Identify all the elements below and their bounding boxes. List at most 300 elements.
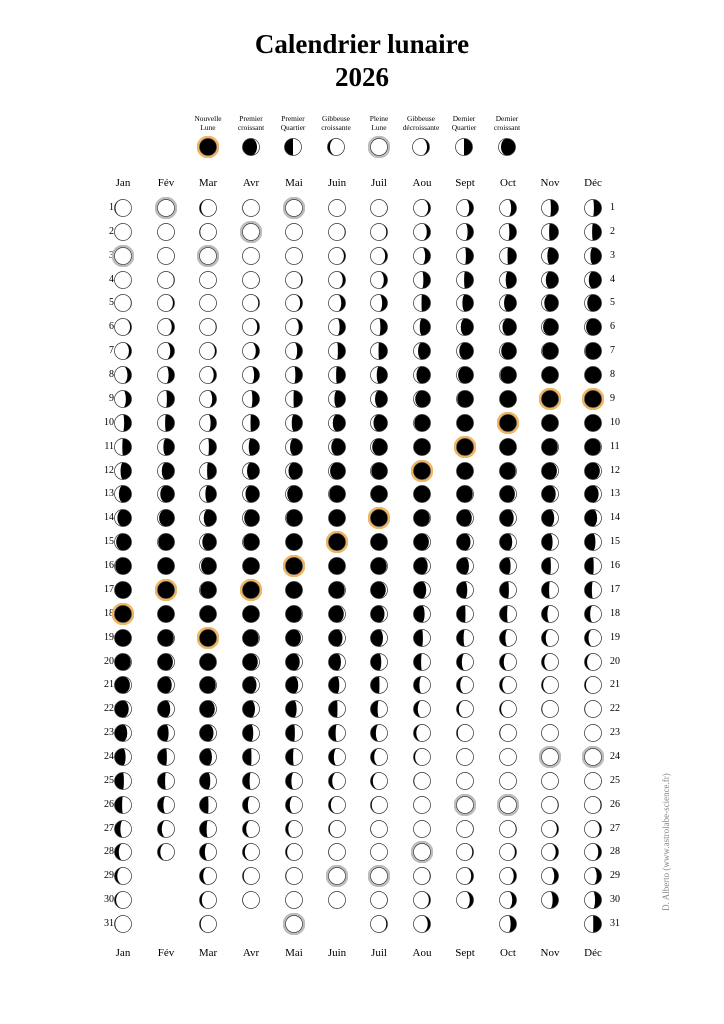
moon-phase-icon [155, 292, 177, 314]
month-label-bottom: Avr [242, 947, 260, 959]
day-number: 17 [104, 583, 114, 595]
new-moon-icon [582, 388, 604, 410]
moon-phase-icon [411, 627, 433, 649]
month-label-bottom: Mar [198, 947, 218, 959]
moon-phase-icon [497, 651, 519, 673]
full-moon-icon [497, 794, 519, 816]
new-moon-icon [368, 507, 390, 529]
day-number: 26 [610, 798, 620, 810]
moon-phase-icon [155, 483, 177, 505]
moon-phase-icon [454, 818, 476, 840]
day-number: 22 [610, 703, 620, 715]
moon-phase-icon [283, 269, 305, 291]
moon-phase-icon [155, 841, 177, 863]
day-number: 31 [104, 918, 114, 930]
moon-phase-icon [326, 197, 348, 219]
moon-phase-icon [539, 722, 561, 744]
day-number: 27 [104, 822, 114, 834]
day-number: 13 [610, 488, 620, 500]
legend-label: Dernier Quartier [451, 114, 477, 132]
moon-phase-icon [411, 746, 433, 768]
day-number: 6 [610, 321, 615, 333]
moon-phase-icon [112, 674, 134, 696]
moon-phase-icon [197, 889, 219, 911]
moon-phase-icon [112, 746, 134, 768]
title-line-1: Calendrier lunaire [254, 29, 470, 59]
moon-phase-icon [582, 483, 604, 505]
moon-phase-icon [197, 316, 219, 338]
moon-phase-icon [454, 292, 476, 314]
day-number: 26 [104, 798, 114, 810]
moon-phase-icon [326, 579, 348, 601]
moon-phase-icon [326, 722, 348, 744]
new-moon-icon [497, 412, 519, 434]
month-label-bottom: Mai [285, 947, 303, 959]
moon-phase-icon [582, 436, 604, 458]
moon-phase-icon [112, 340, 134, 362]
day-number: 30 [104, 894, 114, 906]
full-moon-icon [197, 245, 219, 267]
moon-phase-icon [240, 770, 262, 792]
day-number: 18 [610, 607, 620, 619]
moon-phase-icon [197, 698, 219, 720]
moon-phase-icon [411, 507, 433, 529]
moon-phase-icon [368, 555, 390, 577]
full-moon-icon [582, 746, 604, 768]
moon-phase-icon [326, 841, 348, 863]
day-number: 14 [104, 512, 114, 524]
moon-phase-icon [283, 292, 305, 314]
moon-phase-icon [112, 770, 134, 792]
moon-phase-icon [582, 770, 604, 792]
moon-phase-icon [326, 269, 348, 291]
moon-phase-icon [368, 722, 390, 744]
day-number: 5 [610, 297, 615, 309]
moon-phase-icon [197, 674, 219, 696]
moon-phase-icon [497, 555, 519, 577]
moon-phase-icon [155, 746, 177, 768]
moon-phase-icon [155, 603, 177, 625]
moon-phase-icon [112, 818, 134, 840]
moon-phase-icon [240, 865, 262, 887]
moon-phase-icon [197, 292, 219, 314]
moon-phase-icon [454, 603, 476, 625]
day-number: 3 [610, 249, 615, 261]
moon-phase-icon [368, 913, 390, 935]
moon-phase-icon [240, 388, 262, 410]
moon-phase-icon [582, 722, 604, 744]
day-number: 16 [104, 560, 114, 572]
moon-phase-icon [497, 579, 519, 601]
moon-phase-icon [497, 245, 519, 267]
moon-phase-icon [112, 483, 134, 505]
moon-phase-icon [326, 292, 348, 314]
moon-phase-icon [197, 770, 219, 792]
waxing-gibbous-icon [325, 136, 347, 158]
moon-phase-icon [112, 794, 134, 816]
moon-phase-icon [497, 603, 519, 625]
day-number: 13 [104, 488, 114, 500]
moon-phase-icon [197, 197, 219, 219]
moon-phase-icon [112, 292, 134, 314]
moon-phase-icon [539, 269, 561, 291]
moon-phase-icon [497, 770, 519, 792]
moon-phase-icon [411, 794, 433, 816]
moon-phase-icon [368, 197, 390, 219]
moon-phase-icon [582, 579, 604, 601]
day-number: 29 [610, 870, 620, 882]
moon-phase-icon [582, 555, 604, 577]
moon-phase-icon [497, 698, 519, 720]
moon-phase-icon [454, 627, 476, 649]
new-moon-icon [155, 579, 177, 601]
moon-phase-icon [454, 412, 476, 434]
moon-phase-icon [326, 221, 348, 243]
moon-phase-icon [539, 292, 561, 314]
moon-phase-icon [368, 651, 390, 673]
day-number: 23 [104, 727, 114, 739]
moon-phase-icon [155, 340, 177, 362]
moon-phase-icon [155, 651, 177, 673]
day-number: 14 [610, 512, 620, 524]
moon-phase-icon [582, 245, 604, 267]
moon-phase-icon [197, 221, 219, 243]
moon-phase-icon [582, 913, 604, 935]
moon-phase-icon [283, 674, 305, 696]
moon-phase-icon [497, 674, 519, 696]
moon-phase-icon [539, 316, 561, 338]
moon-phase-icon [368, 436, 390, 458]
moon-phase-icon [539, 698, 561, 720]
moon-phase-icon [411, 221, 433, 243]
moon-phase-icon [326, 507, 348, 529]
moon-phase-icon [454, 698, 476, 720]
moon-phase-icon [240, 292, 262, 314]
moon-phase-icon [411, 651, 433, 673]
day-number: 5 [109, 297, 114, 309]
moon-phase-icon [155, 818, 177, 840]
moon-phase-icon [326, 627, 348, 649]
moon-phase-icon [283, 770, 305, 792]
moon-phase-icon [497, 221, 519, 243]
moon-phase-icon [283, 412, 305, 434]
moon-phase-icon [454, 674, 476, 696]
moon-phase-icon [155, 794, 177, 816]
moon-phase-icon [326, 412, 348, 434]
moon-phase-icon [197, 507, 219, 529]
moon-phase-icon [582, 841, 604, 863]
day-number: 9 [109, 392, 114, 404]
moon-phase-icon [497, 818, 519, 840]
day-number: 28 [104, 846, 114, 858]
moon-phase-icon [539, 579, 561, 601]
legend-label: Gibbeuse croissante [321, 114, 351, 132]
moon-phase-icon [155, 316, 177, 338]
moon-phase-icon [155, 364, 177, 386]
moon-phase-icon [411, 913, 433, 935]
moon-phase-icon [411, 316, 433, 338]
title-year: 2026 [335, 62, 389, 92]
moon-phase-icon [240, 674, 262, 696]
moon-phase-icon [454, 841, 476, 863]
moon-phase-icon [368, 316, 390, 338]
moon-phase-icon [539, 555, 561, 577]
moon-phase-icon [497, 531, 519, 553]
day-number: 22 [104, 703, 114, 715]
month-label-top: Déc [584, 177, 602, 189]
moon-phase-icon [582, 794, 604, 816]
moon-phase-icon [112, 197, 134, 219]
day-number: 20 [610, 655, 620, 667]
moon-phase-icon [240, 507, 262, 529]
moon-phase-icon [454, 483, 476, 505]
moon-phase-icon [283, 221, 305, 243]
new-moon-icon [197, 136, 219, 158]
month-label-bottom: Jan [115, 947, 131, 959]
moon-phase-icon [326, 674, 348, 696]
moon-phase-icon [240, 269, 262, 291]
moon-phase-icon [497, 913, 519, 935]
moon-phase-icon [539, 412, 561, 434]
moon-phase-icon [283, 340, 305, 362]
moon-phase-icon [411, 197, 433, 219]
moon-phase-icon [240, 889, 262, 911]
day-number: 23 [610, 727, 620, 739]
month-label-top: Mai [285, 177, 303, 189]
moon-phase-icon [539, 889, 561, 911]
moon-phase-icon [539, 674, 561, 696]
moon-phase-icon [539, 245, 561, 267]
moon-phase-icon [326, 603, 348, 625]
moon-phase-icon [197, 603, 219, 625]
moon-phase-icon [368, 388, 390, 410]
moon-phase-icon [197, 794, 219, 816]
full-moon-icon [326, 865, 348, 887]
month-label-bottom: Oct [500, 947, 516, 959]
moon-phase-icon [368, 460, 390, 482]
day-number: 8 [610, 369, 615, 381]
moon-phase-icon [197, 483, 219, 505]
moon-phase-icon [197, 913, 219, 935]
month-label-bottom: Déc [584, 947, 602, 959]
moon-phase-icon [283, 364, 305, 386]
moon-phase-icon [368, 794, 390, 816]
full-moon-icon [155, 197, 177, 219]
moon-phase-icon [497, 316, 519, 338]
moon-phase-icon [497, 388, 519, 410]
day-number: 19 [104, 631, 114, 643]
moon-phase-icon [326, 770, 348, 792]
moon-phase-icon [197, 841, 219, 863]
moon-phase-icon [582, 507, 604, 529]
full-moon-icon [411, 841, 433, 863]
moon-phase-icon [582, 627, 604, 649]
moon-phase-icon [582, 865, 604, 887]
moon-phase-icon [368, 818, 390, 840]
moon-phase-icon [539, 364, 561, 386]
moon-phase-icon [197, 364, 219, 386]
moon-phase-icon [283, 483, 305, 505]
moon-phase-icon [155, 245, 177, 267]
moon-phase-icon [197, 412, 219, 434]
month-label-bottom: Sept [455, 947, 475, 959]
moon-phase-icon [155, 722, 177, 744]
moon-phase-icon [155, 531, 177, 553]
moon-phase-icon [411, 674, 433, 696]
month-label-bottom: Fév [157, 947, 175, 959]
moon-phase-icon [240, 436, 262, 458]
moon-phase-icon [155, 507, 177, 529]
moon-phase-icon [283, 603, 305, 625]
moon-phase-icon [368, 531, 390, 553]
moon-phase-icon [454, 865, 476, 887]
moon-phase-icon [582, 221, 604, 243]
day-number: 1 [610, 202, 615, 213]
moon-phase-icon [454, 555, 476, 577]
moon-phase-icon [539, 651, 561, 673]
moon-phase-icon [411, 818, 433, 840]
moon-phase-icon [283, 818, 305, 840]
legend-item [479, 114, 535, 158]
day-number: 30 [610, 894, 620, 906]
moon-phase-icon [326, 794, 348, 816]
moon-phase-icon [112, 841, 134, 863]
moon-phase-icon [582, 698, 604, 720]
day-number: 24 [610, 751, 620, 762]
full-moon-icon [283, 913, 305, 935]
moon-phase-icon [454, 746, 476, 768]
day-number: 3 [109, 249, 114, 261]
moon-phase-icon [582, 292, 604, 314]
moon-phase-icon [539, 818, 561, 840]
moon-phase-icon [454, 460, 476, 482]
moon-phase-icon [454, 722, 476, 744]
month-label-top: Aou [412, 177, 432, 189]
new-moon-icon [283, 555, 305, 577]
waxing-crescent-icon [240, 136, 262, 158]
day-number: 2 [610, 225, 615, 237]
month-label-top: Juil [371, 177, 387, 189]
moon-phase-icon [197, 269, 219, 291]
moon-phase-icon [539, 483, 561, 505]
moon-phase-icon [112, 627, 134, 649]
moon-phase-icon [112, 460, 134, 482]
new-moon-icon [240, 579, 262, 601]
day-number: 15 [104, 536, 114, 548]
legend-label: Gibbeuse décroissante [402, 114, 440, 132]
moon-phase-icon [326, 555, 348, 577]
moon-phase-icon [497, 722, 519, 744]
moon-phase-icon [411, 865, 433, 887]
moon-phase-icon [454, 579, 476, 601]
moon-phase-icon [411, 555, 433, 577]
moon-phase-icon [368, 340, 390, 362]
moon-phase-icon [539, 507, 561, 529]
moon-phase-icon [155, 436, 177, 458]
day-number: 1 [109, 202, 114, 213]
day-number: 7 [109, 345, 114, 357]
moon-phase-icon [368, 627, 390, 649]
moon-phase-icon [283, 627, 305, 649]
moon-phase-icon [326, 340, 348, 362]
phase-legend [0, 0, 724, 170]
moon-phase-icon [368, 245, 390, 267]
new-moon-icon [112, 603, 134, 625]
day-number: 29 [104, 870, 114, 882]
moon-phase-icon [368, 483, 390, 505]
moon-phase-icon [240, 197, 262, 219]
moon-phase-icon [582, 818, 604, 840]
moon-phase-icon [411, 340, 433, 362]
moon-phase-icon [283, 722, 305, 744]
moon-phase-icon [240, 841, 262, 863]
day-number: 31 [610, 918, 620, 930]
moon-phase-icon [368, 889, 390, 911]
moon-phase-icon [454, 340, 476, 362]
day-number: 19 [610, 631, 620, 643]
moon-phase-icon [368, 698, 390, 720]
moon-phase-icon [155, 698, 177, 720]
moon-phase-icon [240, 531, 262, 553]
day-number: 2 [109, 225, 114, 237]
moon-phase-icon [155, 388, 177, 410]
moon-phase-icon [326, 436, 348, 458]
moon-phase-icon [411, 292, 433, 314]
moon-phase-icon [454, 388, 476, 410]
moon-phase-icon [197, 865, 219, 887]
moon-phase-icon [454, 245, 476, 267]
moon-phase-icon [539, 865, 561, 887]
full-moon-icon [112, 245, 134, 267]
month-label-top: Nov [540, 177, 560, 189]
moon-phase-icon [283, 746, 305, 768]
day-number: 24 [104, 751, 114, 762]
moon-phase-icon [197, 722, 219, 744]
legend-label: Premier croissant [237, 114, 265, 132]
moon-phase-icon [283, 865, 305, 887]
moon-phase-icon [283, 388, 305, 410]
moon-phase-icon [112, 412, 134, 434]
moon-phase-icon [411, 269, 433, 291]
moon-phase-icon [539, 340, 561, 362]
moon-phase-icon [283, 436, 305, 458]
moon-phase-icon [411, 436, 433, 458]
day-number: 12 [104, 464, 114, 476]
moon-phase-icon [197, 746, 219, 768]
moon-phase-icon [240, 316, 262, 338]
month-label-bottom: Juil [371, 947, 387, 959]
moon-phase-icon [454, 889, 476, 911]
month-label-top: Jan [115, 177, 131, 189]
moon-phase-icon [240, 460, 262, 482]
moon-phase-icon [326, 651, 348, 673]
day-number: 28 [610, 846, 620, 858]
new-moon-icon [411, 460, 433, 482]
moon-phase-icon [368, 770, 390, 792]
moon-phase-icon [240, 627, 262, 649]
moon-phase-icon [582, 889, 604, 911]
moon-phase-icon [240, 340, 262, 362]
full-moon-icon [240, 221, 262, 243]
new-moon-icon [326, 531, 348, 553]
moon-phase-icon [368, 603, 390, 625]
moon-phase-icon [497, 507, 519, 529]
moon-phase-icon [112, 555, 134, 577]
moon-phase-icon [326, 698, 348, 720]
moon-phase-icon [539, 460, 561, 482]
moon-phase-icon [283, 841, 305, 863]
moon-phase-icon [283, 651, 305, 673]
